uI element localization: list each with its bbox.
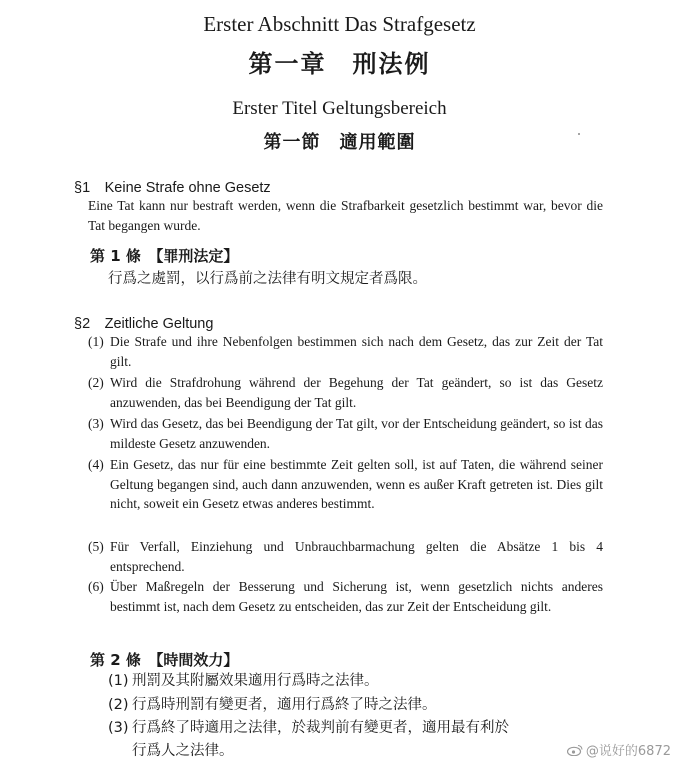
watermark [567, 740, 671, 759]
sec2-paragraph [88, 414, 603, 453]
sec2-paragraph [88, 332, 603, 371]
sec2-paragraph [88, 373, 603, 412]
part-title-de: Erster Abschnitt Das Strafgesetz [203, 12, 476, 36]
art2-heading: 第 2 條 【時間效力】 [90, 651, 239, 669]
paragraph-text: Wird die Strafdrohung während der Begehung der Tat geändert, so ist das Gesetz anzuwenden, das bei Beendigung der Tat gilt. [110, 375, 603, 410]
item-number: (3) [108, 720, 129, 736]
paragraph-text: Die Strafe und ihre Nebenfolgen bestimmen sich nach dem Gesetz, das zur Zeit der Tat gilt. [110, 334, 603, 369]
paragraph-number: (2) [88, 375, 104, 390]
paragraph-text: Für Verfall, Einziehung und Unbrauchbarmachung gelten die Absätze 1 bis 4 entsprechend. [110, 539, 603, 574]
art2-item [108, 670, 608, 693]
item-number: (2) [108, 697, 129, 713]
paragraph-text: Ein Gesetz, das nur für eine bestimmte Zeit gelten soll, ist auf Taten, die während seiner Geltung begangen sind, auch dann anzuwenden, wenn es außer Kraft getreten ist. Dies gilt nicht, soweit ein Gesetz etwas anderes bestimmt. [110, 457, 603, 511]
section-title-de: Erster Titel Geltungsbereich [232, 98, 447, 119]
part-title-zh: 第一章 刑法例 [248, 50, 431, 78]
paragraph-number: (6) [88, 579, 104, 594]
item-text: 行爲終了時適用之法律，於裁判前有變更者，適用最有利於行爲人之法律。 [132, 720, 509, 759]
paragraph-text: Wird das Gesetz, das bei Beendigung der Tat gilt, vor der Entscheidung geändert, so ist das mildeste Gesetz anzuwenden. [110, 416, 603, 451]
item-text: 行爲時刑罰有變更者，適用行爲終了時之法律。 [132, 697, 437, 713]
sec2-heading: §2 Zeitliche Geltung [74, 316, 214, 332]
sec2-paragraph [88, 577, 603, 616]
sec1-text: Eine Tat kann nur bestraft werden, wenn die Strafbarkeit gesetzlich bestimmt war, bevor die Tat begangen wurde. [88, 198, 603, 233]
sec1-heading: §1 Keine Strafe ohne Gesetz [74, 180, 271, 196]
sec2-paragraph [88, 455, 603, 514]
item-number: (1) [108, 673, 129, 689]
paragraph-text: Über Maßregeln der Besserung und Sicherung ist, wenn gesetzlich nichts anderes bestimmt ist, nach dem Gesetz zu entscheiden, das zur Zeit der Entscheidung gilt. [110, 579, 603, 614]
paragraph-number: (1) [88, 334, 104, 349]
item-text: 刑罰及其附屬效果適用行爲時之法律。 [132, 673, 379, 689]
scan-speck [578, 133, 580, 135]
paragraph-number: (3) [88, 416, 104, 431]
art1-text: 行爲之處罰，以行爲前之法律有明文規定者爲限。 [108, 271, 427, 287]
sec2-paragraph [88, 537, 603, 576]
art1-heading: 第 1 條 【罪刑法定】 [90, 247, 239, 265]
watermark-text: @说好的6872 [585, 744, 671, 759]
art2-item [108, 694, 608, 717]
section-title-zh: 第一節 適用範圍 [263, 132, 416, 153]
art2-item [108, 717, 518, 763]
paragraph-number: (5) [88, 539, 104, 554]
weibo-logo-icon [567, 744, 583, 756]
paragraph-number: (4) [88, 457, 104, 472]
